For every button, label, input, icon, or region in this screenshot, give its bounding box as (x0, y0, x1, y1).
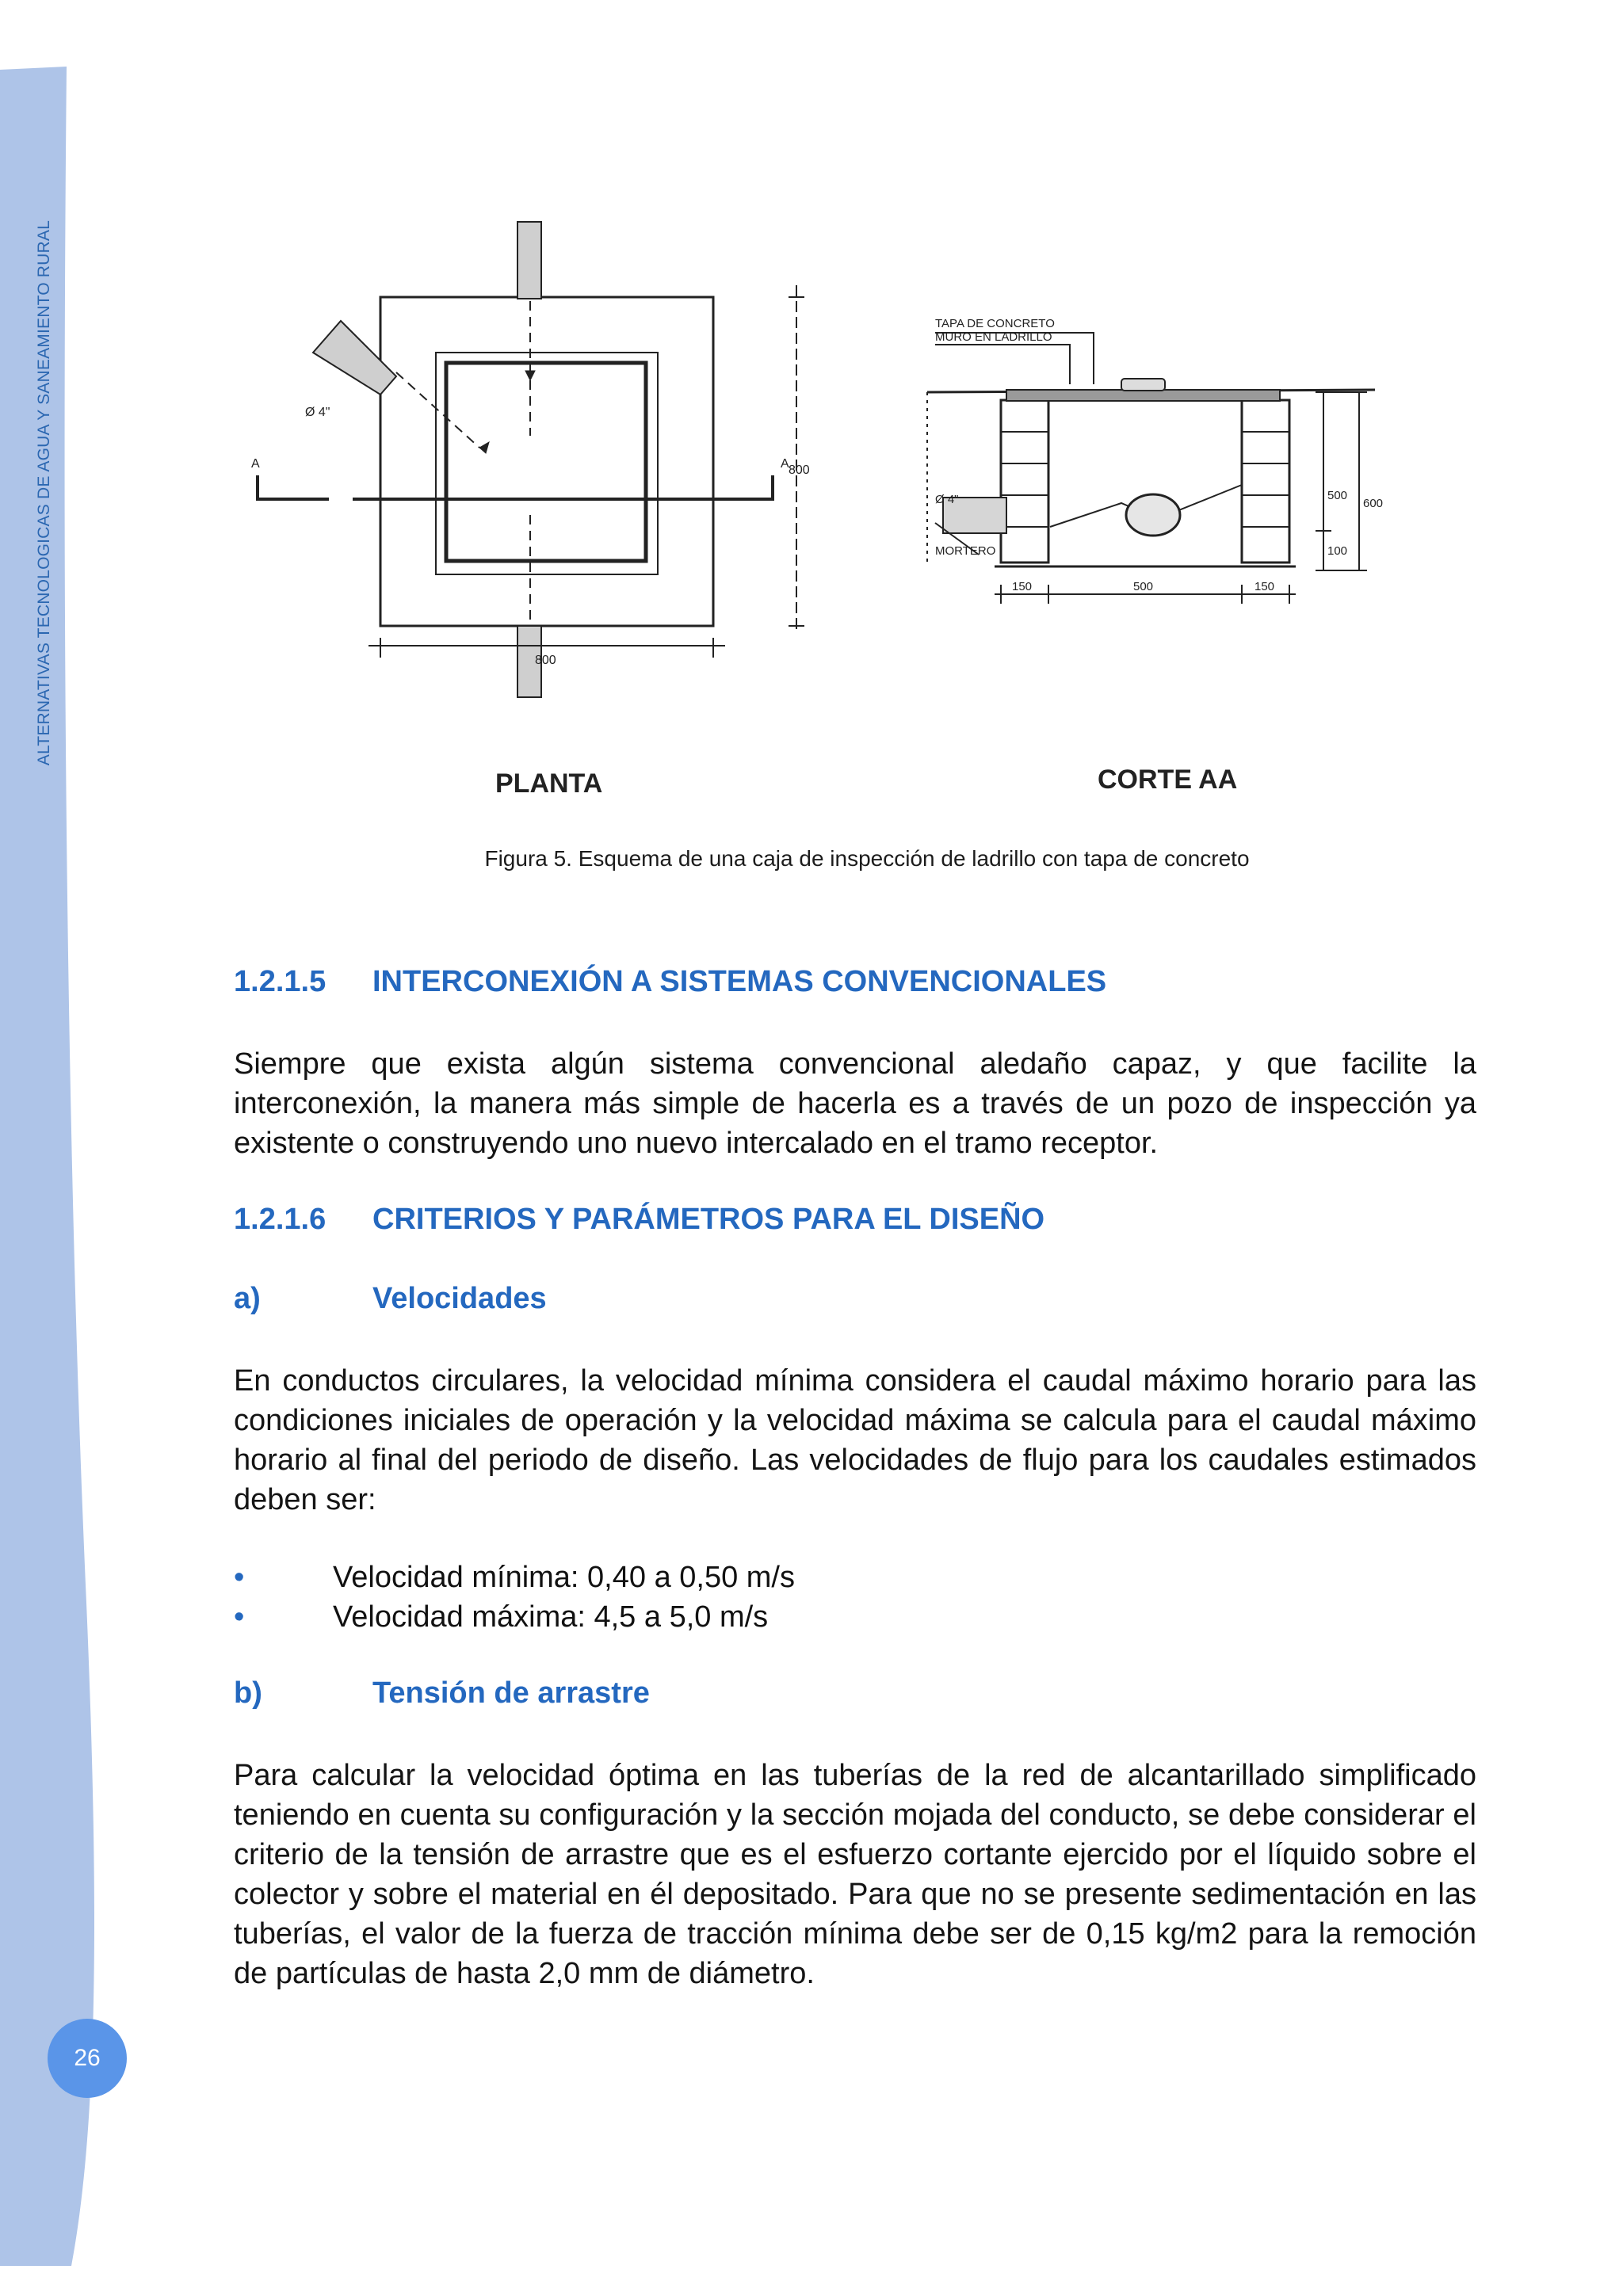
section-heading-1216 (234, 1203, 1044, 1237)
section-label: CORTE AA (1098, 765, 1238, 795)
section-dim-150-left: 150 (1012, 580, 1033, 593)
section-mortero-label: MORTERO (935, 544, 996, 558)
section-dim-500-vertical: 500 (1327, 489, 1348, 502)
subheading-velocidades (234, 1282, 547, 1316)
section-tapa-label: TAPA DE CONCRETO (935, 317, 1055, 330)
plan-mark-a-right: A (781, 457, 789, 471)
inspection-box-figure (234, 182, 1454, 816)
section-heading-1215 (234, 965, 1106, 999)
bullet-text: Velocidad máxima: 4,5 a 5,0 m/s (333, 1600, 769, 1634)
plan-dim-horizontal: 800 (535, 654, 556, 667)
bullet-icon: • (234, 1600, 245, 1634)
subsection-title: Tensión de arrastre (372, 1676, 650, 1710)
paragraph-tension: Para calcular la velocidad óptima en las tuberías de la red de alcantarillado simplificado teniendo en cuenta su configuración y la sección mojada del conducto, se debe considerar el criterio de la tensión de arrastre que es el esfuerzo cortante ejercido por el líquido sobre el colector y sobre el material en él depositado. Para que no se presente sedimentación en las tuberías, el valor de la fuerza de tracción mínima debe ser de 0,15 kg/m2 para la remoción de partículas de hasta 2,0 mm de diámetro. (234, 1759, 1476, 1990)
section-cover-slab (1006, 390, 1280, 401)
subsection-letter: b) (234, 1676, 262, 1710)
section-dim-100: 100 (1327, 544, 1348, 558)
page-number-badge: 26 (48, 2019, 127, 2098)
list-item (234, 1558, 1476, 1597)
section-dim-150-right: 150 (1254, 580, 1275, 593)
velocity-bullet-list (234, 1558, 1476, 1637)
paragraph-interconexion: Siempre que exista algún sistema convencional aledaño capaz, y que facilite la interconexión, la manera más simple de hacerla es a través de un pozo de inspección ya existente o construyendo uno nuevo intercalado en el tramo receptor. (234, 1047, 1476, 1160)
side-band (0, 0, 135, 2296)
paragraph-velocidades: En conductos circulares, la velocidad mínima considera el caudal máximo horario para las condiciones iniciales de operación y la velocidad máxima se calcula para el caudal máximo horario al final del periodo de diseño. Las velocidades de flujo para los caudales estimados deben ser: (234, 1364, 1476, 1516)
section-title: INTERCONEXIÓN A SISTEMAS CONVENCIONALES (372, 965, 1107, 998)
plan-pipe-diameter: Ø 4" (305, 406, 330, 419)
section-number: 1.2.1.5 (234, 965, 327, 998)
section-dim-600: 600 (1363, 497, 1384, 510)
list-item (234, 1597, 1476, 1637)
plan-dim-vertical: 800 (789, 463, 810, 477)
section-muro-label: MURO EN LADRILLO (935, 330, 1052, 344)
section-number: 1.2.1.6 (234, 1203, 327, 1236)
plan-mark-a-left: A (251, 457, 260, 471)
subheading-tension (234, 1676, 650, 1711)
figure-caption: Figura 5. Esquema de una caja de inspección de ladrillo con tapa de concreto (484, 846, 1250, 871)
plan-inner-chamber (446, 363, 646, 561)
section-pipe-diameter: Ø 4" (935, 493, 959, 506)
plan-outer-wall (380, 297, 713, 626)
sidebar-title: ALTERNATIVAS TECNOLOGICAS DE AGUA Y SANEAMIENTO RURAL (35, 220, 53, 766)
section-title: CRITERIOS Y PARÁMETROS PARA EL DISEÑO (372, 1203, 1045, 1236)
bullet-icon: • (234, 1561, 245, 1594)
plan-label: PLANTA (495, 769, 603, 799)
subsection-title: Velocidades (372, 1282, 547, 1315)
subsection-letter: a) (234, 1282, 261, 1315)
bullet-text: Velocidad mínima: 0,40 a 0,50 m/s (333, 1561, 795, 1594)
section-dim-500-horizontal: 500 (1133, 580, 1154, 593)
